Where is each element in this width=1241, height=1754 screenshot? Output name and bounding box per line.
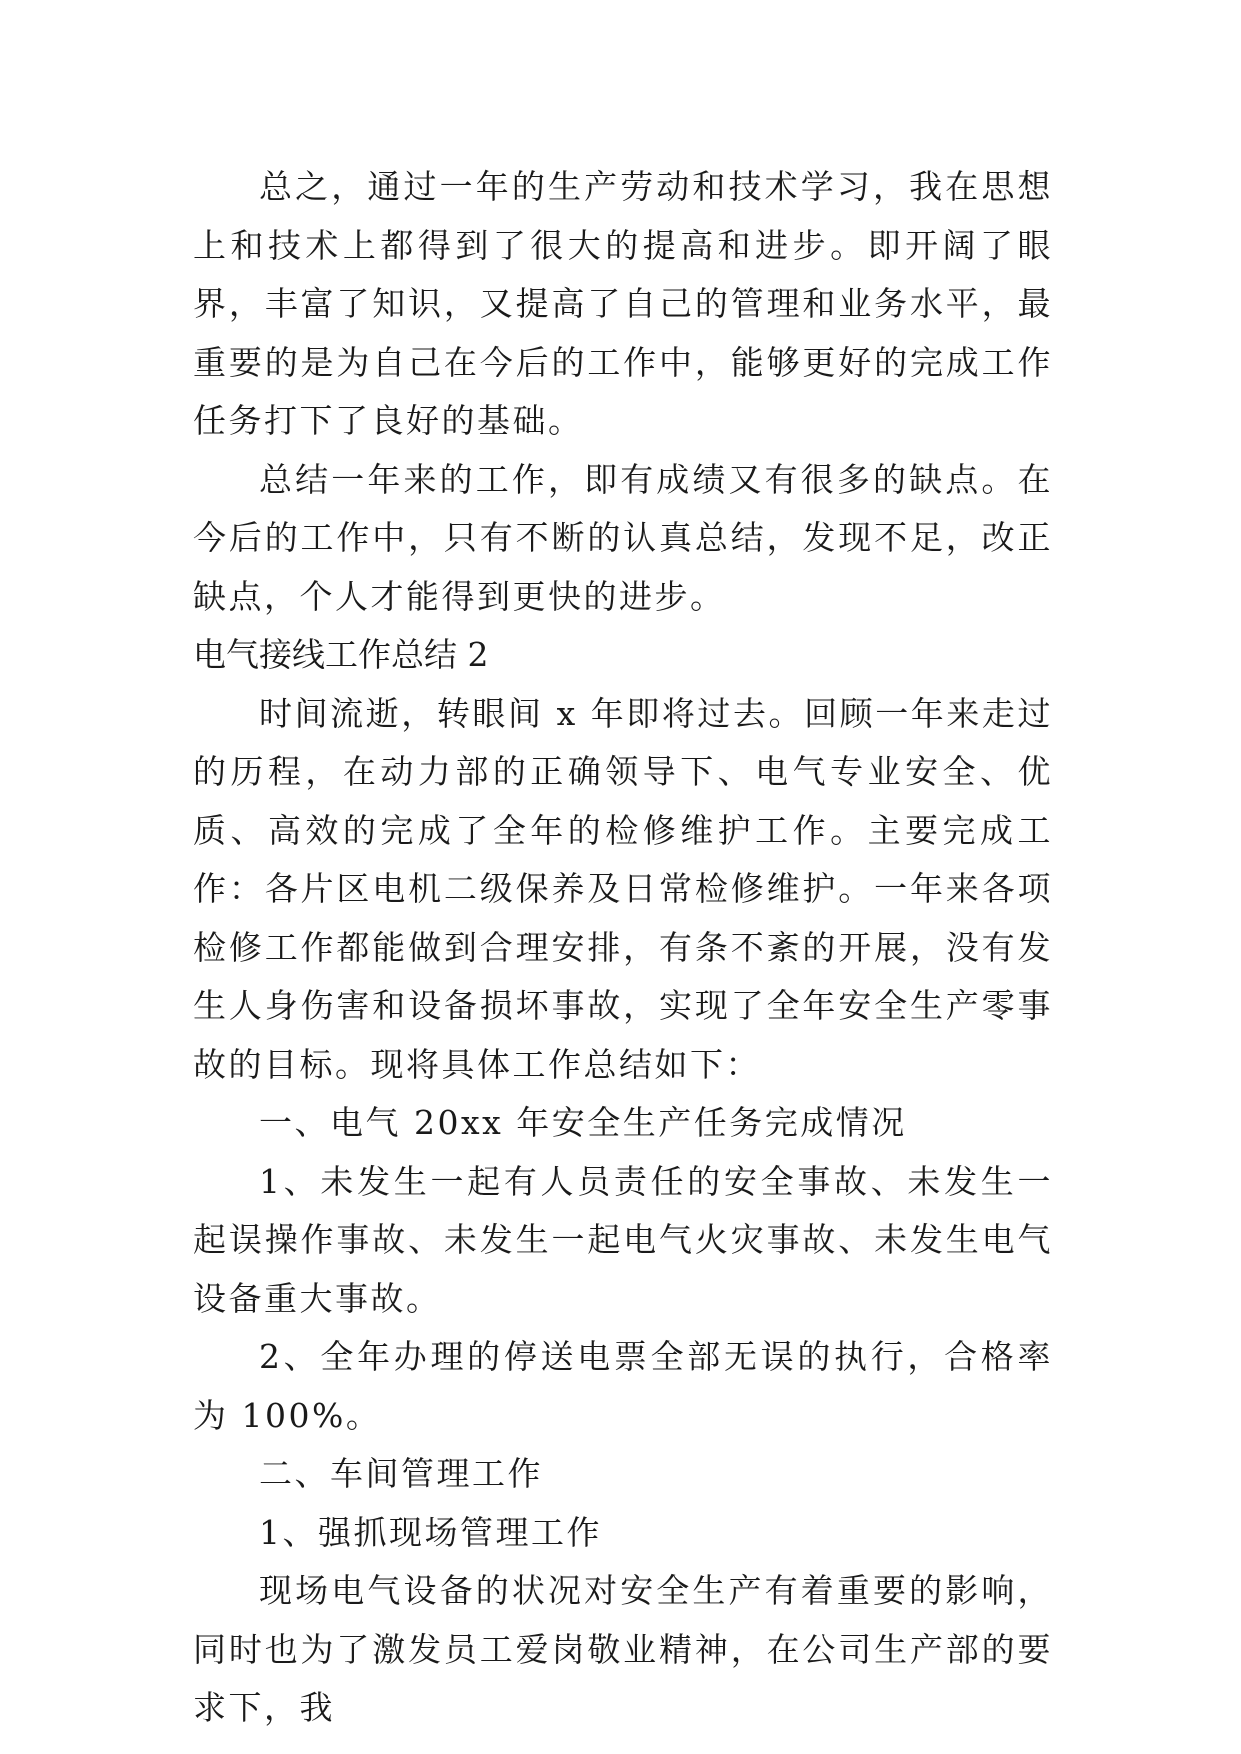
paragraph-site-equipment: 现场电气设备的状况对安全生产有着重要的影响，同时也为了激发员工爱岗敬业精神，在公司生产部的要求下，我 bbox=[193, 1571, 1053, 1727]
subheading-workshop-management: 二、车间管理工作 bbox=[259, 1454, 543, 1493]
subheading-safety-tasks: 一、电气 20xx 年安全生产任务完成情况 bbox=[259, 1103, 907, 1142]
list-item-1: 1、未发生一起有人员责任的安全事故、未发生一起误操作事故、未发生一起电气火灾事故、未发生电气设备重大事故。 bbox=[193, 1161, 1053, 1318]
subheading-site-management: 1、强抓现场管理工作 bbox=[259, 1512, 602, 1552]
section-heading: 电气接线工作总结 2 bbox=[193, 635, 489, 674]
list-item-2: 2、全年办理的停送电票全部无误的执行，合格率为 100%。 bbox=[193, 1337, 1053, 1435]
paragraph-intro: 时间流逝，转眼间 x 年即将过去。回顾一年来走过的历程，在动力部的正确领导下、电气专业安全、优质、高效的完成了全年的检修维护工作。主要完成工作：各片区电机二级保养及日常检修维护。一年来各项检修工作都能做到合理安排，有条不紊的开展，没有发生人身伤害和设备损坏事故，实现了全年安全生产零事故的目标。现将具体工作总结如下： bbox=[193, 693, 1053, 1084]
paragraph-conclusion: 总结一年来的工作，即有成绩又有很多的缺点。在今后的工作中，只有不断的认真总结，发现不足，改正缺点，个人才能得到更快的进步。 bbox=[193, 459, 1053, 616]
paragraph-summary: 总之，通过一年的生产劳动和技术学习，我在思想上和技术上都得到了很大的提高和进步。即开阔了眼界，丰富了知识，又提高了自己的管理和业务水平，最重要的是为自己在今后的工作中，能够更好的完成工作任务打下了良好的基础。 bbox=[193, 167, 1053, 440]
document-body bbox=[193, 158, 1053, 1738]
